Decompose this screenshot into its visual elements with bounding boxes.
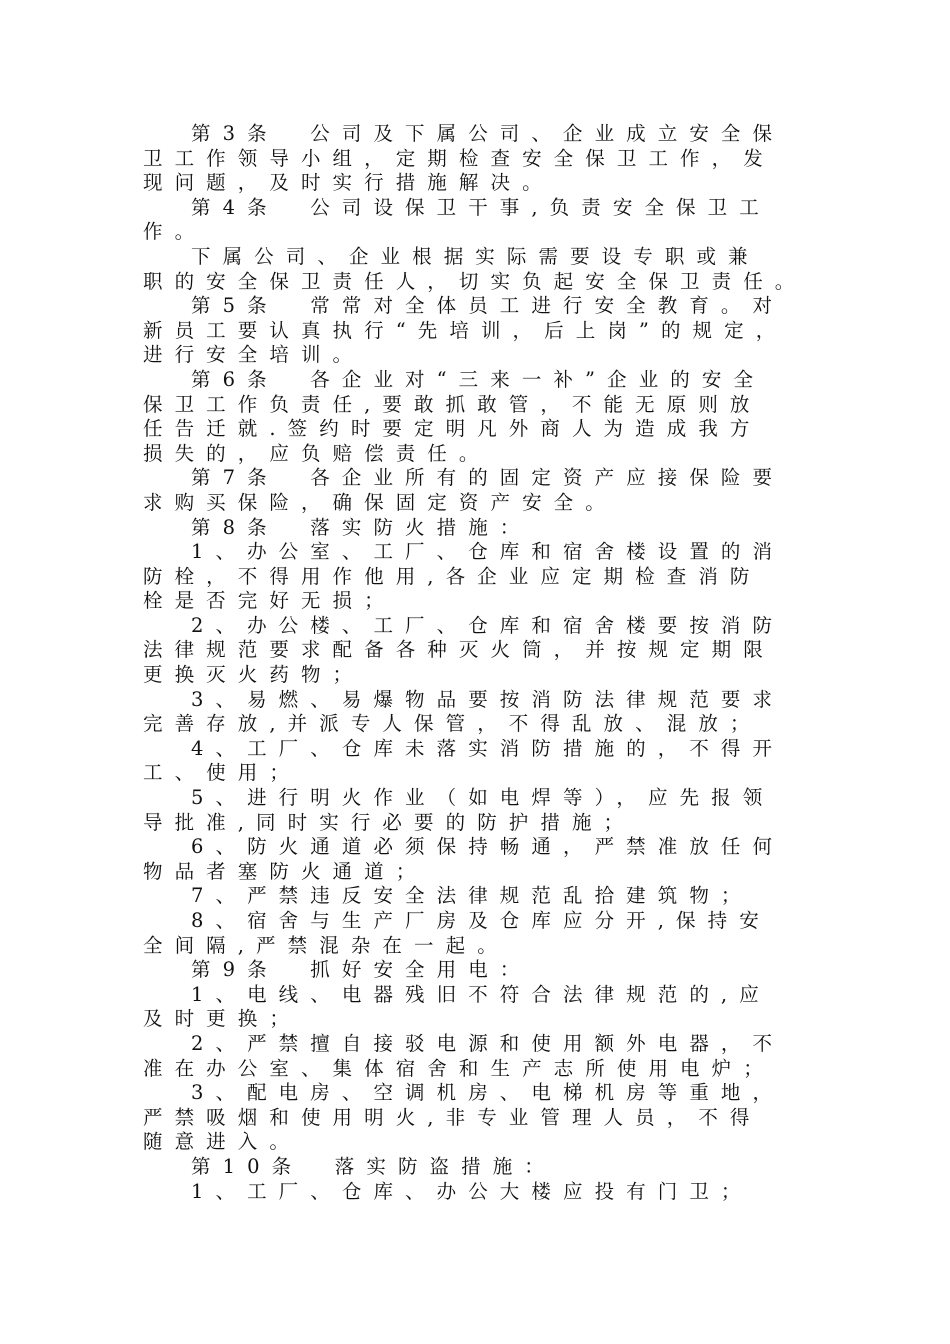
text-line: 第8条 落实防火措施： — [191, 515, 532, 539]
text-line: 栓是否完好无损； — [143, 589, 396, 613]
text-line: 任告迁就.签约时要定明凡外商人为造成我方 — [143, 417, 762, 441]
text-line: 第6条 各企业对“三来一补”企业的安全 — [191, 367, 766, 391]
text-line: 3、配电房、空调机房、电梯机房等重地， — [191, 1081, 785, 1105]
text-line: 1、办公室、工厂、仓库和宿舍楼设置的消 — [191, 540, 785, 564]
text-line: 准在办公室、集体宿舍和生产志所使用电炉； — [143, 1056, 775, 1080]
document-body — [143, 122, 843, 1204]
text-line: 卫工作领导小组，定期检查安全保卫工作，发 — [143, 146, 775, 170]
text-line: 7、严禁违反安全法律规范乱拾建筑物； — [191, 884, 753, 908]
text-line: 5、进行明火作业（如电焊等），应先报领 — [191, 786, 775, 810]
text-line: 及时更换； — [143, 1007, 301, 1031]
text-line: 全间隔,严禁混杂在一起。 — [143, 933, 509, 957]
text-line: 第4条 公司设保卫干事,负责安全保卫工 — [191, 195, 771, 219]
text-line: 完善存放,并派专人保管，不得乱放、混放； — [143, 712, 762, 736]
text-line: 1、工厂、仓库、办公大楼应投有门卫； — [191, 1179, 753, 1203]
text-line: 防栓，不得用作他用,各企业应定期检查消防 — [143, 564, 762, 588]
text-line: 第3条 公司及下属公司、企业成立安全保 — [191, 122, 785, 145]
text-line: 损失的，应负赔偿责任。 — [143, 441, 491, 465]
text-line: 2、严禁擅自接驳电源和使用额外电器，不 — [191, 1031, 785, 1055]
text-line: 保卫工作负责任,要敢抓敢管，不能无原则放 — [143, 392, 762, 416]
text-line: 下属公司、企业根据实际需要设专职或兼 — [191, 244, 760, 268]
text-line: 工、使用； — [143, 761, 301, 785]
text-line: 1、电线、电器残旧不符合法律规范的,应 — [191, 982, 771, 1006]
text-line: 新员工要认真执行“先培训，后上岗”的规定， — [143, 318, 788, 342]
text-line: 进行安全培训。 — [143, 343, 365, 367]
text-line: 2、办公楼、工厂、仓库和宿舍楼要按消防 — [191, 613, 785, 637]
text-line: 导批准,同时实行必要的防护措施； — [143, 810, 636, 834]
text-line: 职的安全保卫责任人，切实负起安全保卫责任。 — [143, 269, 807, 293]
text-line: 求购买保险，确保固定资产安全。 — [143, 490, 617, 514]
text-line: 6、防火通道必须保持畅通，严禁准放任何 — [191, 835, 785, 859]
text-line: 第7条 各企业所有的固定资产应接保险要 — [191, 466, 785, 490]
text-line: 作。 — [143, 220, 207, 244]
text-line: 物品者塞防火通道； — [143, 859, 428, 883]
text-line: 现问题，及时实行措施解决。 — [143, 171, 554, 195]
text-line: 法律规范要求配备各种灭火筒，并按规定期限 — [143, 638, 775, 662]
text-line: 随意进入。 — [143, 1130, 301, 1154]
text-line: 严禁吸烟和使用明火,非专业管理人员，不得 — [143, 1105, 762, 1129]
text-line: 3、易燃、易爆物品要按消防法律规范要求 — [191, 687, 785, 711]
text-line: 4、工厂、仓库未落实消防措施的，不得开 — [191, 736, 785, 760]
text-line: 第9条 抓好安全用电： — [191, 958, 532, 982]
text-line: 更换灭火药物； — [143, 663, 365, 687]
text-line: 第10条 落实防盗措施： — [191, 1154, 556, 1178]
text-line: 8、宿舍与生产厂房及仓库应分开,保持安 — [191, 909, 771, 932]
text-line: 第5条 常常对全体员工进行安全教育。对 — [191, 294, 785, 318]
